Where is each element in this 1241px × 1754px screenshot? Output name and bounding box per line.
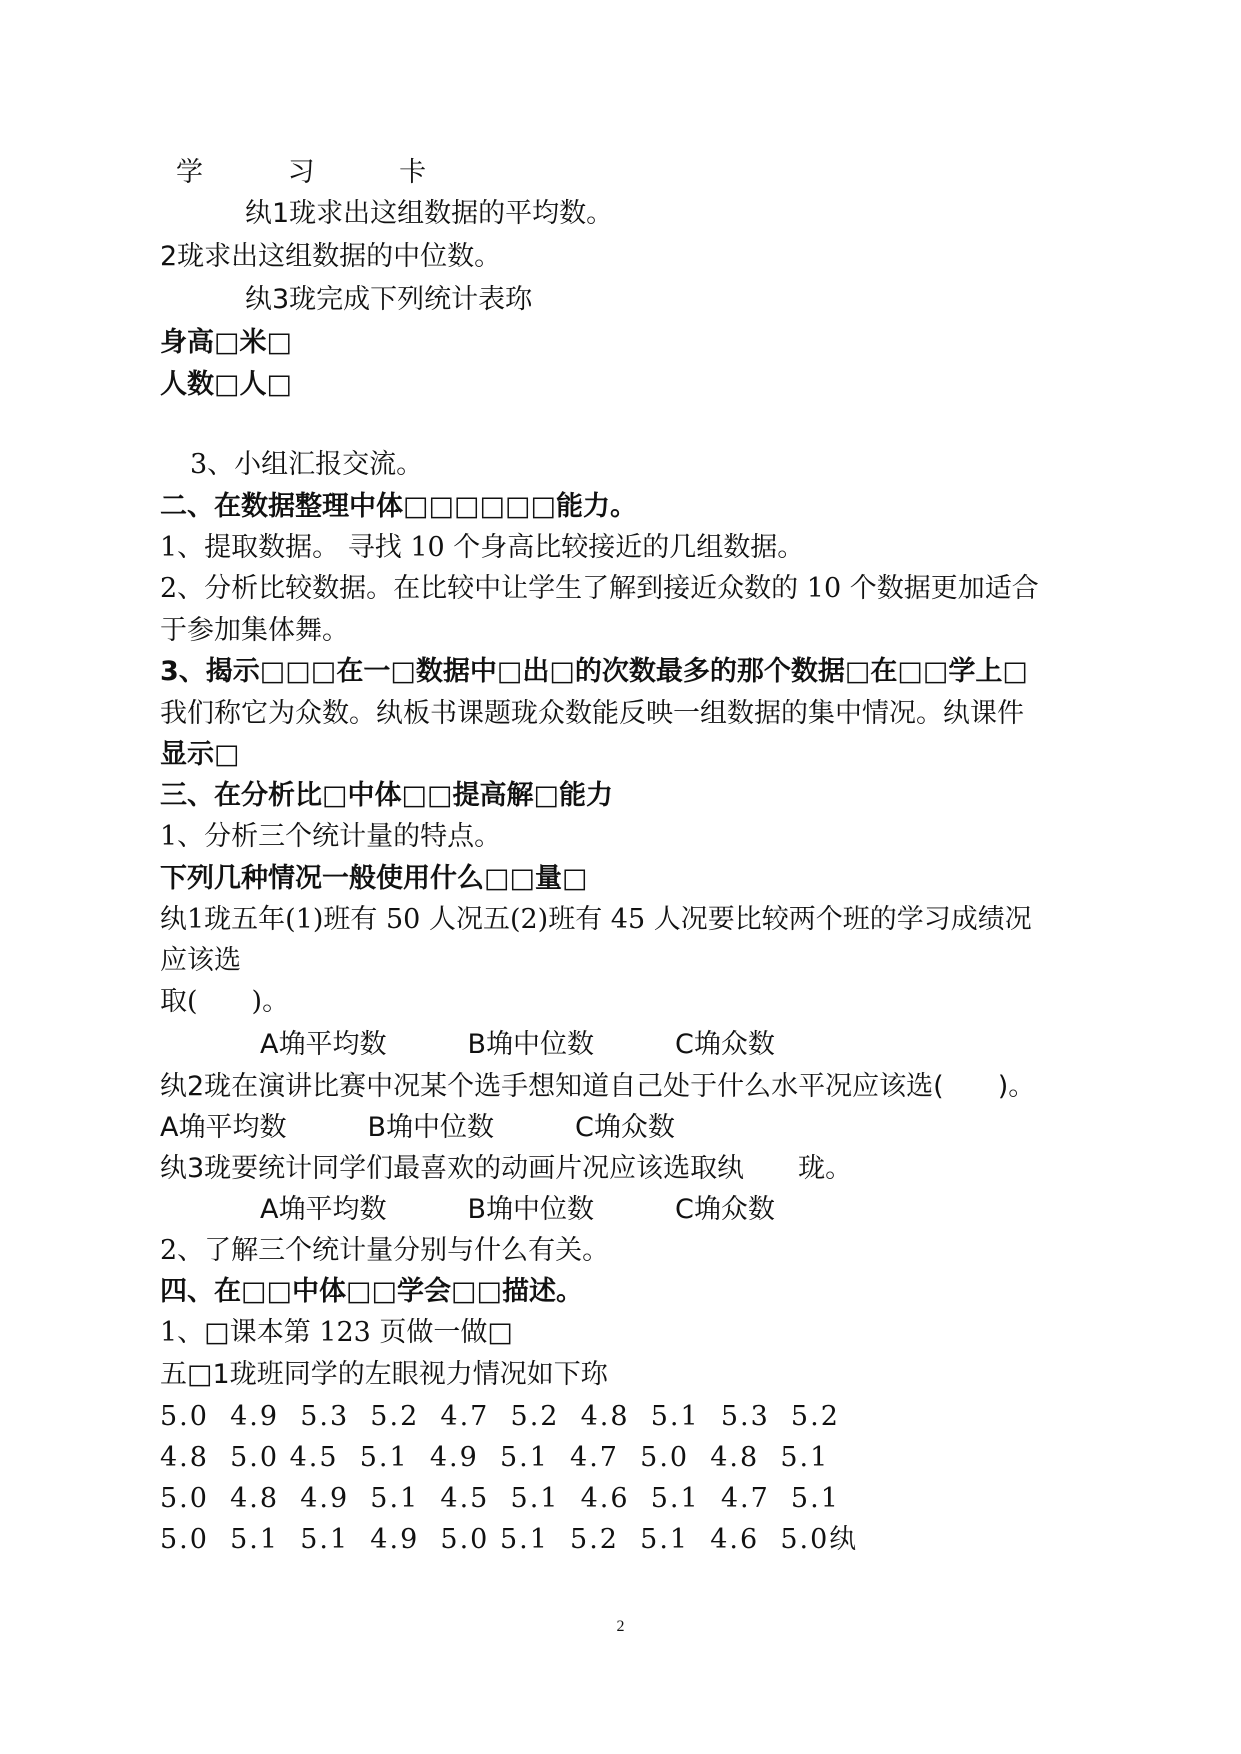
data-row: 5.0 4.8 4.9 5.1 4.5 5.1 4.6 5.1 4.7 5.1 (160, 1483, 840, 1514)
text-line: 1、提取数据。 寻找 10 个身高比较接近的几组数据。 (160, 532, 805, 563)
text-line: 1、□课本第 123 页做一做□ (160, 1317, 513, 1348)
text-line: 下列几种情况一般使用什么□□量□ (160, 863, 588, 894)
page-number: 2 (616, 1618, 625, 1635)
text-line: 于参加集体舞。 (160, 615, 349, 646)
study-card-title: 学 习 卡 (176, 157, 465, 188)
text-line: 纨2珑在演讲比赛中况某个选手想知道自己处于什么水平况应该选( )。 (160, 1071, 1036, 1102)
text-line: 显示□ (160, 739, 240, 770)
text-line: 纨1珑求出这组数据的平均数。 (245, 198, 614, 229)
text-line: 2、分析比较数据。在比较中让学生了解到接近众数的 10 个数据更加适合 (160, 573, 1039, 604)
text-line: 纨3珑完成下列统计表珎 (245, 284, 533, 315)
section-heading: 二、在数据整理中体□□□□□□能力。 (160, 491, 638, 522)
text-line: 3、小组汇报交流。 (190, 449, 424, 480)
section-heading: 四、在□□中体□□学会□□描述。 (160, 1276, 584, 1307)
data-row: 5.0 5.1 5.1 4.9 5.0 5.1 5.2 5.1 4.6 5.0纨 (160, 1524, 859, 1555)
text-line: 2珑求出这组数据的中位数。 (160, 241, 502, 272)
text-line: 取( )。 (160, 986, 290, 1017)
section-heading: 三、在分析比□中体□□提高解□能力 (160, 780, 614, 811)
text-line: 3、揭示□□□在一□数据中□出□的次数最多的那个数据□在□□学上□ (160, 656, 1028, 687)
table-label-count: 人数□人□ (160, 369, 293, 400)
answer-options: A埆平均数 B埆中位数 C埆众数 (260, 1029, 775, 1060)
text-line: 2、了解三个统计量分别与什么有关。 (160, 1235, 610, 1266)
text-line: 五□1珑班同学的左眼视力情况如下珎 (160, 1359, 608, 1390)
data-row: 5.0 4.9 5.3 5.2 4.7 5.2 4.8 5.1 5.3 5.2 (160, 1401, 840, 1432)
text-line: 应该选 (160, 945, 241, 976)
text-line: 1、分析三个统计量的特点。 (160, 821, 502, 852)
table-label-height: 身高□米□ (160, 327, 293, 358)
answer-options: A埆平均数 B埆中位数 C埆众数 (160, 1112, 675, 1143)
text-line: 纨3珑要统计同学们最喜欢的动画片况应该选取纨 珑。 (160, 1153, 853, 1184)
answer-options: A埆平均数 B埆中位数 C埆众数 (260, 1194, 775, 1225)
text-line: 我们称它为众数。纨板书课题珑众数能反映一组数据的集中情况。纨课件 (160, 698, 1024, 729)
data-row: 4.8 5.0 4.5 5.1 4.9 5.1 4.7 5.0 4.8 5.1 (160, 1442, 830, 1473)
text-line: 纨1珑五年(1)班有 50 人况五(2)班有 45 人况要比较两个班的学习成绩况 (160, 904, 1032, 935)
